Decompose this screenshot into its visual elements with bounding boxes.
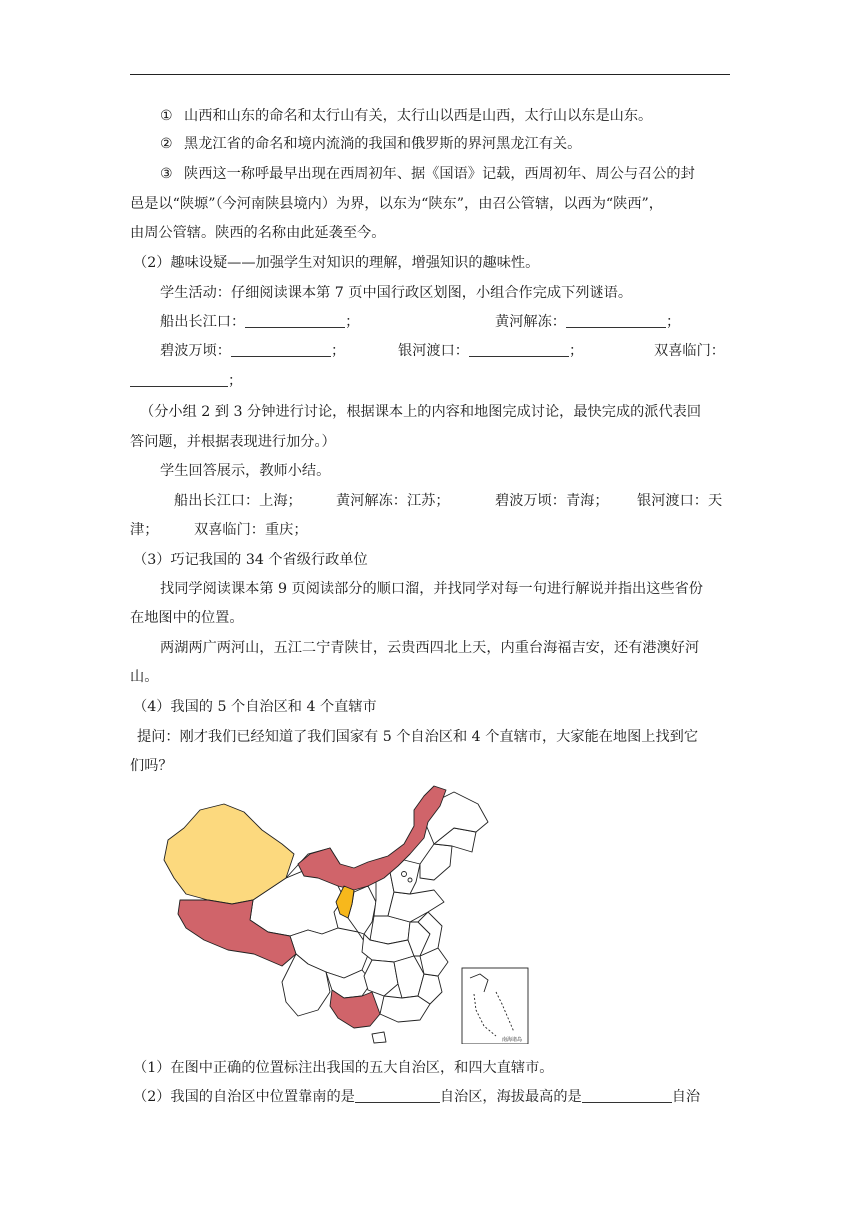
exercise-2-blank-2[interactable] [582, 1088, 672, 1103]
map-province-liaoning [420, 844, 452, 880]
question-prompt-cont: 们吗？ [130, 758, 173, 774]
map-inset [462, 968, 528, 1044]
riddle-3-blank[interactable] [231, 342, 331, 357]
section-2-heading: （2）趣味设疑——加强学生对知识的理解，增强知识的趣味性。 [133, 255, 540, 271]
question-prompt: 提问：刚才我们已经知道了我们国家有 5 个自治区和 4 个直辖市，大家能在地图上找到它 [137, 729, 699, 745]
riddle-1: 船出长江口： ； [160, 314, 360, 330]
exercise-1: （1）在图中正确的位置标注出我国的五大自治区，和四大直辖市。 [133, 1060, 554, 1076]
paragraph-rhyme-intro: 找同学阅读课本第 9 页阅读部分的顺口溜，并找同学对每一句进行解说并指出这些省份 [160, 581, 703, 597]
answer-5: 双喜临门：重庆； [194, 522, 308, 538]
map-tianjin [408, 878, 412, 882]
paragraph-rhyme-intro-cont: 在地图中的位置。 [130, 610, 244, 626]
rhyme-text-cont: 山。 [130, 669, 159, 685]
map-province-hainan [372, 1032, 386, 1043]
paragraph-3: ③ 陕西这一称呼最早出现在西周初年、据《国语》记载，西周初年、周公与召公的封 [160, 166, 695, 182]
riddle-5: 双喜临门： [654, 343, 725, 359]
section-4-heading: （4）我国的 5 个自治区和 4 个直辖市 [133, 699, 377, 715]
map-province-shandong [388, 890, 444, 922]
map-province-hunan [364, 960, 398, 996]
map-province-guangdong [380, 996, 430, 1022]
riddle-4-blank[interactable] [469, 342, 569, 357]
group-discussion-note: （分小组 2 到 3 分钟进行讨论，根据课本上的内容和地图完成讨论，最快完成的派代表回 [140, 404, 702, 420]
section-3-heading: （3）巧记我国的 34 个省级行政单位 [133, 552, 368, 568]
riddle-3: 碧波万顷： ； [160, 343, 346, 359]
paragraph-3-cont-2: 由周公管辖。陕西的名称由此延袭至今。 [130, 225, 386, 241]
answer-4-cont: 津； [130, 522, 159, 538]
paragraph-3-cont-1: 邑是以“陕塬”（今河南陕县境内）为界，以东为“陕东”，由召公管辖，以西为“陕西”， [130, 196, 663, 212]
riddle-2-blank[interactable] [566, 313, 666, 328]
answer-1: 船出长江口：上海； [174, 493, 302, 509]
student-activity: 学生活动：仔细阅读课本第 7 页中国行政区划图，小组合作完成下列谜语。 [160, 285, 633, 301]
header-rule [130, 74, 730, 75]
paragraph-1: ① 山西和山东的命名和太行山有关，太行山以西是山西，太行山以东是山东。 [160, 108, 653, 124]
paragraph-2: ② 黑龙江省的命名和境内流淌的我国和俄罗斯的界河黑龙江有关。 [160, 136, 582, 152]
answer-4: 银河渡口：天 [637, 493, 723, 509]
group-discussion-note-cont: 答问题，并根据表现进行加分。） [130, 434, 336, 450]
china-map [158, 782, 536, 1044]
rhyme-text: 两湖两广两河山，五江二宁青陕甘，云贵西四北上天，内重台海福吉安，还有港澳好河 [160, 640, 700, 656]
riddle-1-blank[interactable] [245, 313, 345, 328]
map-beijing [402, 872, 407, 877]
student-answer-display: 学生回答展示，教师小结。 [160, 463, 331, 479]
exercise-2: （2）我国的自治区中位置靠南的是 自治区，海拔最高的是 自治 [133, 1089, 701, 1105]
riddle-5-blank[interactable] [130, 372, 228, 387]
riddle-5-answer-line: ； [130, 371, 242, 391]
answer-3: 碧波万顷：青海； [495, 493, 609, 509]
riddle-4: 银河渡口： ； [398, 343, 584, 359]
riddle-2: 黄河解冻： ； [495, 314, 681, 330]
answer-2: 黄河解冻：江苏； [336, 493, 450, 509]
map-inset-label: 南海诸岛 [502, 1037, 523, 1043]
exercise-2-blank-1[interactable] [355, 1088, 440, 1103]
